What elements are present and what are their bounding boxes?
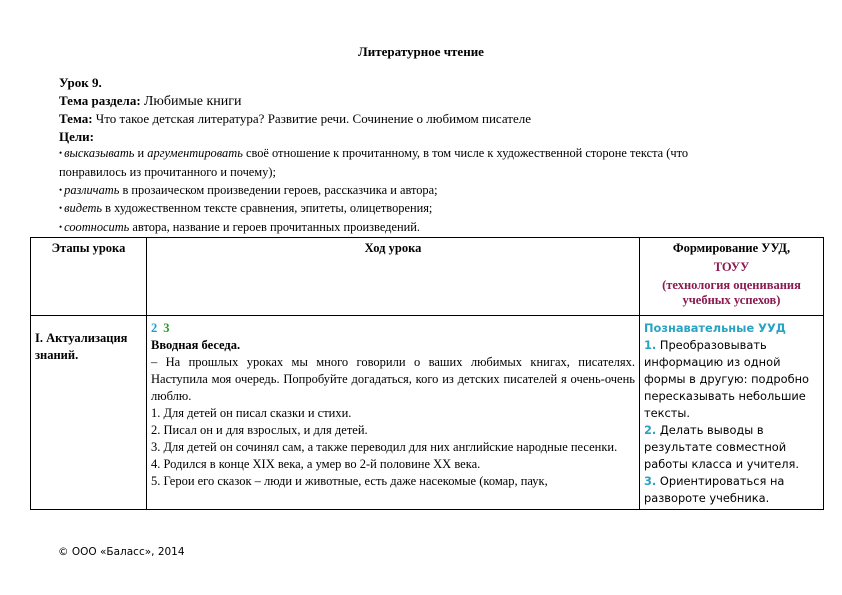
bullet-icon: • (59, 184, 63, 195)
goal-item: • видеть в художественном тексте сравнения, эпитеты, олицетворения; (59, 201, 433, 216)
goal-item: • различать в прозаическом произведении героев, рассказчика и автора; (59, 182, 438, 197)
uud-item: 2. Делать выводы в результате совместной работы класса и учителя. (644, 423, 800, 471)
goals-label: Цели: (59, 128, 94, 144)
lesson-header (59, 74, 799, 237)
stage-cell: I. Актуализация знаний. (31, 316, 147, 510)
page-title: Литературное чтение (358, 44, 484, 59)
step-numbers: 2 3 (151, 321, 170, 335)
header-uud-tech: ТОУУ (713, 260, 750, 274)
theme-label: Тема: (59, 111, 93, 127)
uud-item: 3. Ориентироваться на развороте учебника. (644, 474, 785, 505)
bullet-icon: • (59, 221, 63, 232)
list-item: 5. Герои его сказок – люди и животные, есть даже насекомые (комар, паук, (151, 474, 548, 488)
theme-value: Что такое детская литература? Развитие речи. Сочинение о любимом писателе (95, 111, 531, 127)
list-item: 4. Родился в конце XIX века, а умер во 2-й половине XX века. (151, 457, 481, 471)
section-label: Тема раздела: (59, 92, 141, 108)
copyright-footer: © ООО «Баласс», 2014 (58, 546, 185, 558)
uud-cell (640, 316, 824, 510)
goal-item: • высказывать и аргументировать своё отношение к прочитанному, в том числе к художественной стороне текста (что (59, 146, 689, 161)
section-value: Любимые книги (143, 93, 242, 109)
header-course: Ход урока (147, 238, 640, 316)
header-uud-title: Формирование УУД, (672, 241, 791, 255)
course-title: Вводная беседа. (151, 338, 241, 352)
bullet-icon: • (59, 148, 63, 159)
uud-caption: Познавательные УУД (644, 321, 786, 335)
header-uud (640, 238, 824, 316)
uud-item: 1. Преобразовывать информацию из одной формы в другую: подробно пересказывать небольшие тексты. (644, 338, 810, 420)
course-intro: – На прошлых уроках мы много говорили о ваших любимых книгах, писателях. Наступила моя очередь. Попробуйте догадаться, кого из детских писателей я очень-очень люблю. (151, 355, 635, 403)
goal-item: • соотносить автора, название и героев прочитанных произведений. (59, 219, 420, 234)
theme-line (59, 110, 799, 128)
table-row (31, 316, 824, 510)
header-stages: Этапы урока (31, 238, 147, 316)
header-uud-tech-full: (технология оценивания учебных успехов) (662, 278, 801, 307)
lesson-number: Урок 9. (59, 75, 102, 90)
goal-item-continuation: понравилось из прочитанного и почему); (59, 164, 276, 179)
list-item: 1. Для детей он писал сказки и стихи. (151, 406, 352, 420)
list-item: 2. Писал он и для взрослых, и для детей. (151, 423, 368, 437)
bullet-icon: • (59, 203, 63, 214)
table-header-row (31, 238, 824, 316)
list-item: 3. Для детей он сочинял сам, а также переводил для них английские народные песенки. (151, 440, 618, 454)
lesson-table (30, 237, 824, 510)
course-cell (147, 316, 640, 510)
section-line (59, 92, 799, 111)
